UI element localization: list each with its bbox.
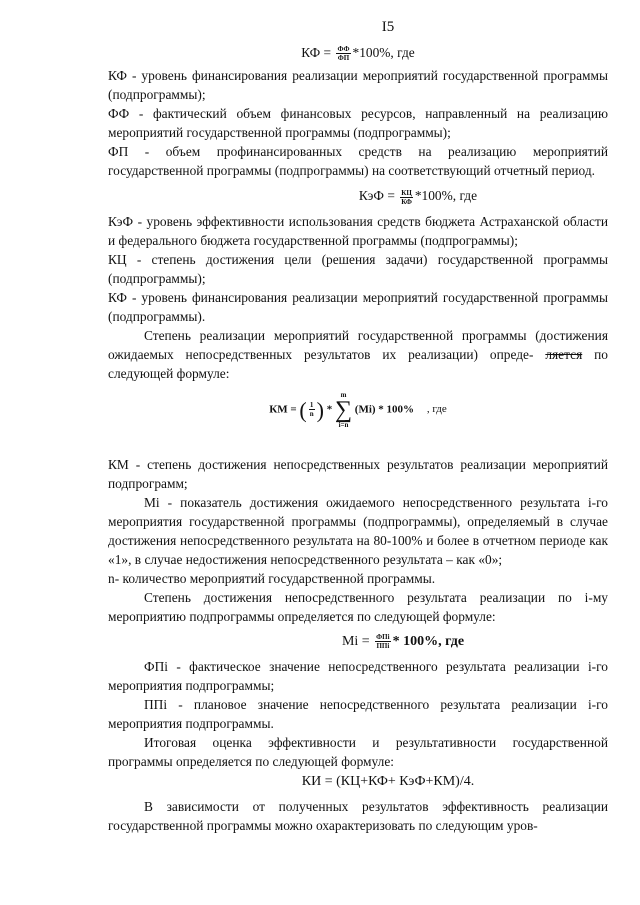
fp-definition: ФП - объем профинансированных средств на реализацию мероприятий государственной программы (подпрограммы) на соответствующий отчетный период.	[108, 144, 608, 179]
formula-kef-numerator: КЦ	[401, 188, 412, 197]
formula-mi-numerator: ФПi	[376, 633, 390, 642]
formula-km-close-paren: )	[316, 397, 324, 423]
formula-km-times: *	[326, 403, 333, 416]
formula-kf	[108, 43, 608, 62]
formula-ki: КИ = (КЦ+КФ+ КэФ+КМ)/4.	[301, 773, 475, 789]
page-number: I5	[381, 19, 395, 35]
formula-kef-fraction	[400, 189, 413, 206]
mi-definition: Mi - показатель достижения ожидаемого непосредственного результата i-го мероприятия государственной программы (подпрограммы), определяемый в случае достижения непосредственного результата на 80-100% и более в отчетном периоде как «1», в случае недостижения непосредственного результата – как «0»;	[108, 494, 608, 567]
formula-km-lhs: КМ =	[269, 403, 297, 416]
formula-kf-lhs: КФ =	[301, 45, 332, 60]
formula-km-open-paren: (	[299, 397, 307, 423]
kf-definition: КФ - уровень финансирования реализации мероприятий государственной программы (подпрограммы);	[108, 68, 608, 103]
formula-km-numerator: 1	[309, 401, 314, 410]
formula-km-fraction	[309, 401, 315, 418]
fpi-definition: ФПi - фактическое значение непосредственного результата реализации i-го мероприятия подпрограммы;	[108, 658, 608, 693]
formula-mi-denominator: ППi	[376, 642, 390, 651]
kc-definition: КЦ - степень достижения цели (решения задачи) государственной программы (подпрограммы);	[108, 251, 608, 286]
km-intro-tail: по следующей формуле:	[108, 346, 608, 381]
final-paragraph: В зависимости от полученных результатов эффективность реализации государственной программы можно охарактеризовать по следующим уров-	[108, 798, 608, 833]
formula-km-denominator: n	[309, 410, 314, 419]
kef-definition: КэФ - уровень эффективности использования средств бюджета Астраханской области и федерального бюджета государственной программы (подпрограммы);	[108, 213, 608, 248]
formula-kf-fraction	[336, 45, 350, 62]
formula-km-sum-bottom: i=n	[338, 420, 349, 429]
formula-kef-lhs: КэФ =	[358, 188, 395, 204]
ppi-definition: ППi - плановое значение непосредственного результата реализации i-го мероприятия подпрограммы.	[108, 696, 608, 731]
formula-km-rhs: , где	[426, 403, 447, 416]
km-definition: КМ - степень достижения непосредственных результатов реализации мероприятий подпрограмм;	[108, 456, 608, 491]
sigma-icon: ∑	[334, 396, 353, 423]
formula-mi-fraction	[375, 633, 390, 650]
ff-definition: ФФ - фактический объем финансовых ресурсов, направленный на реализацию мероприятий государственной программы (подпрограммы);	[108, 106, 608, 141]
mi-intro: Степень достижения непосредственного результата реализации по i-му мероприятию подпрограммы определяется по следующей формуле:	[108, 589, 608, 624]
n-definition: n- количество мероприятий государственной программы.	[108, 570, 436, 586]
formula-kef	[228, 186, 608, 205]
formula-kf-denominator: ФП	[337, 54, 350, 63]
formula-mi	[198, 632, 608, 651]
formula-km-term: (Mi) * 100%	[354, 403, 415, 416]
formula-km-sum	[335, 391, 352, 429]
formula-kf-rhs: *100%, где	[352, 45, 415, 60]
formula-kef-denominator: КФ	[401, 197, 412, 206]
formula-mi-rhs: * 100%, где	[392, 633, 465, 649]
formula-mi-lhs: Mi =	[341, 633, 370, 649]
km-intro-struck-word: ляется	[545, 346, 583, 362]
formula-kf-numerator: ФФ	[337, 45, 350, 54]
formula-km	[108, 391, 608, 429]
km-intro	[108, 326, 608, 383]
formula-kef-rhs: *100%, где	[414, 188, 478, 204]
ki-intro: Итоговая оценка эффективности и результативности государственной программы определяется по следующей формуле:	[108, 734, 608, 769]
formula-km-sum-top: m	[340, 390, 347, 399]
kf-definition-2: КФ - уровень финансирования реализации мероприятий государственной программы (подпрограммы).	[108, 289, 608, 324]
km-intro-text: Степень реализации мероприятий государственной программы (достижения ожидаемых непосредственных результатов их реализации) опреде-	[108, 327, 608, 362]
